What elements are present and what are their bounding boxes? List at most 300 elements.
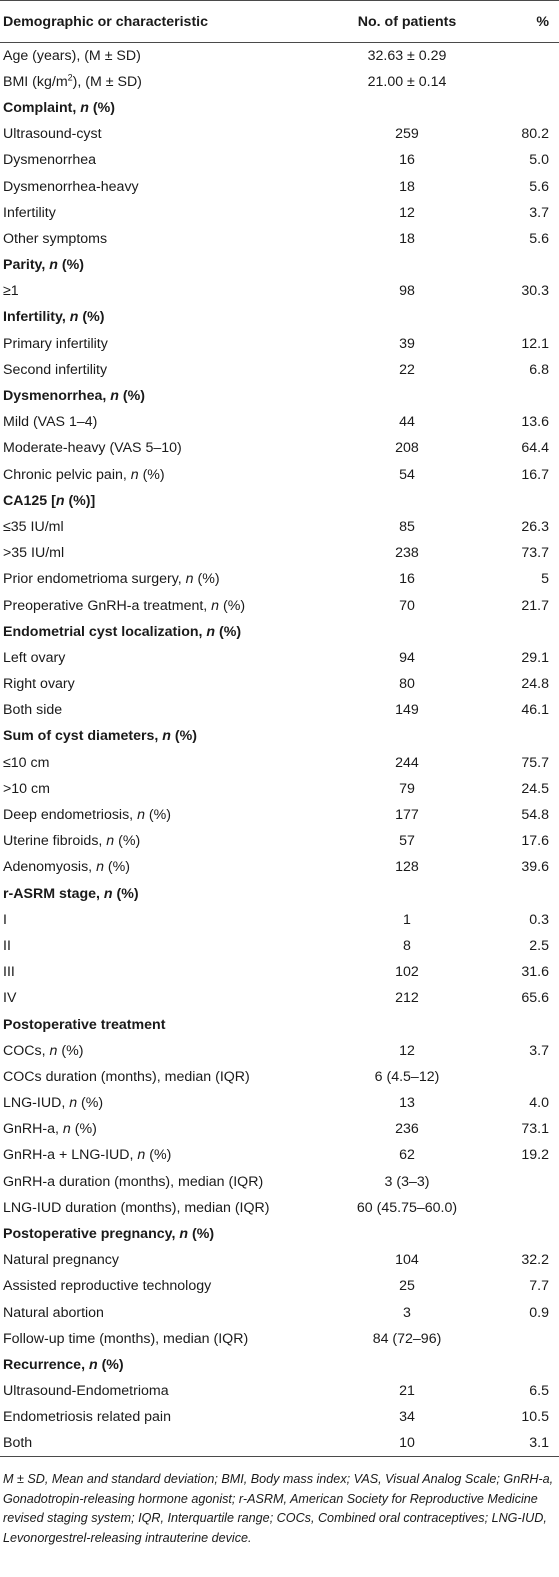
patient-count-cell: 84 (72–96) xyxy=(372,1330,442,1347)
table-row xyxy=(0,1378,559,1404)
percent-cell xyxy=(494,43,559,69)
patient-count-cell: 244 xyxy=(395,754,419,771)
label-italic: n xyxy=(49,257,58,274)
percent-cell xyxy=(494,1221,559,1247)
section-label xyxy=(0,252,320,278)
label-italic: n xyxy=(103,885,113,902)
percent-cell: 65.6 xyxy=(521,990,549,1007)
patient-count-cell: 1 xyxy=(403,911,411,928)
label-text: Natural pregnancy xyxy=(3,1252,119,1269)
label-italic: n xyxy=(179,1226,189,1243)
percent-cell: 32.2 xyxy=(521,1252,549,1269)
label-italic: n xyxy=(137,807,145,824)
percent-cell: 6.5 xyxy=(529,1383,549,1400)
header-no-of-patients: No. of patients xyxy=(320,1,494,43)
row-label xyxy=(0,200,320,226)
label-text: ≥1 xyxy=(3,283,19,300)
percent-cell: 0.9 xyxy=(529,1304,549,1321)
row-label xyxy=(0,907,320,933)
section-label xyxy=(0,95,320,121)
patient-count-cell: 259 xyxy=(395,126,419,143)
table-row xyxy=(0,1038,559,1064)
percent-cell: 4.0 xyxy=(529,1095,549,1112)
table-row xyxy=(0,959,559,985)
row-label xyxy=(0,1326,320,1352)
patient-count-cell: 80 xyxy=(399,676,415,693)
row-label xyxy=(0,69,320,95)
label-text-suffix: (%)] xyxy=(64,492,96,509)
patient-count-cell: 208 xyxy=(395,440,419,457)
patient-count-cell xyxy=(320,619,494,645)
percent-cell: 73.7 xyxy=(521,545,549,562)
table-row xyxy=(0,566,559,592)
label-text: Age (years), (M ± SD) xyxy=(3,47,141,64)
label-italic: n xyxy=(137,1147,146,1164)
label-text: COCs, xyxy=(3,1042,50,1059)
section-label xyxy=(0,1011,320,1037)
label-text: Primary infertility xyxy=(3,335,108,352)
table-row xyxy=(0,173,559,199)
patient-count-cell: 60 (45.75–60.0) xyxy=(356,1199,458,1216)
percent-cell: 19.2 xyxy=(521,1147,549,1164)
label-text-suffix: (%) xyxy=(188,1226,215,1243)
patient-count-cell: 98 xyxy=(399,283,415,300)
percent-cell: 13.6 xyxy=(521,414,549,431)
percent-cell: 7.7 xyxy=(529,1278,549,1295)
patient-count-cell: 22 xyxy=(399,361,415,378)
row-label xyxy=(0,1038,320,1064)
percent-cell: 30.3 xyxy=(521,283,549,300)
label-italic: n xyxy=(69,1095,78,1112)
section-label xyxy=(0,383,320,409)
label-text: Adenomyosis, xyxy=(3,859,97,876)
table-row xyxy=(0,200,559,226)
row-label xyxy=(0,1378,320,1404)
table-row xyxy=(0,1404,559,1430)
percent-cell: 54.8 xyxy=(521,807,549,824)
label-text: Dysmenorrhea-heavy xyxy=(3,178,139,195)
percent-cell: 3.1 xyxy=(494,1430,559,1456)
label-text: Deep endometriosis, xyxy=(3,807,138,824)
label-text-suffix: (%) xyxy=(103,859,130,876)
percent-cell xyxy=(494,881,559,907)
row-label xyxy=(0,776,320,802)
table-row xyxy=(0,776,559,802)
table-row xyxy=(0,1064,559,1090)
label-text: GnRH-a, xyxy=(3,1121,63,1138)
percent-cell xyxy=(494,619,559,645)
label-text: ≤10 cm xyxy=(3,754,50,771)
label-text-suffix: (%) xyxy=(170,728,197,745)
label-italic: n xyxy=(62,1121,71,1138)
label-italic: n xyxy=(69,309,79,326)
percent-cell: 3.7 xyxy=(529,204,549,221)
patient-count-cell: 12 xyxy=(399,1042,415,1059)
label-italic: n xyxy=(96,859,104,876)
table-row xyxy=(0,907,559,933)
table-row xyxy=(0,854,559,880)
row-label xyxy=(0,1404,320,1430)
section-header-row xyxy=(0,252,559,278)
row-label xyxy=(0,1273,320,1299)
patient-count-cell: 3 (3–3) xyxy=(384,1173,430,1190)
percent-cell xyxy=(494,69,559,95)
label-text: IV xyxy=(3,990,17,1007)
row-label xyxy=(0,1064,320,1090)
patient-count-cell: 102 xyxy=(395,964,419,981)
label-text-suffix: (%) xyxy=(219,597,246,614)
label-text: Dysmenorrhea, xyxy=(3,388,111,405)
label-text: Sum of cyst diameters, xyxy=(3,728,163,745)
patient-count-cell: 54 xyxy=(399,466,415,483)
label-text: Infertility, xyxy=(3,309,70,326)
label-text: Both xyxy=(3,1435,33,1452)
section-label xyxy=(0,488,320,514)
patient-count-cell: 8 xyxy=(403,937,411,954)
label-text: Recurrence, xyxy=(3,1356,89,1373)
label-text: Postoperative pregnancy, xyxy=(3,1226,180,1243)
table-row xyxy=(0,1169,559,1195)
label-text: Mild (VAS 1–4) xyxy=(3,414,98,431)
table-row xyxy=(0,592,559,618)
label-text-suffix: (%) xyxy=(57,1042,84,1059)
label-text: Other symptoms xyxy=(3,230,108,247)
patient-count-cell: 25 xyxy=(399,1278,415,1295)
label-italic: n xyxy=(206,623,216,640)
header-percent: % xyxy=(494,1,559,43)
section-label xyxy=(0,304,320,330)
table-row xyxy=(0,1116,559,1142)
percent-cell: 5.6 xyxy=(529,178,549,195)
patient-count-cell: 6 (4.5–12) xyxy=(374,1068,440,1085)
section-label xyxy=(0,1221,320,1247)
label-italic: n xyxy=(106,833,115,850)
percent-cell: 10.5 xyxy=(521,1409,549,1426)
row-label xyxy=(0,750,320,776)
percent-cell xyxy=(494,1011,559,1037)
table-row xyxy=(0,1430,559,1456)
table-row xyxy=(0,697,559,723)
percent-cell xyxy=(494,1352,559,1378)
label-italic: n xyxy=(49,1042,58,1059)
patient-count-cell xyxy=(320,1221,494,1247)
table-row xyxy=(0,1300,559,1326)
label-text-suffix: (%) xyxy=(78,309,105,326)
label-text: Ultrasound-Endometrioma xyxy=(3,1383,169,1400)
patient-count-cell: 94 xyxy=(399,649,415,666)
percent-cell: 46.1 xyxy=(521,702,549,719)
label-italic: n xyxy=(55,492,65,509)
label-text: Second infertility xyxy=(3,361,108,378)
label-text: Both side xyxy=(3,702,63,719)
percent-cell: 3.7 xyxy=(529,1042,549,1059)
label-text-suffix: (%) xyxy=(70,1121,97,1138)
label-superscript: 2 xyxy=(67,72,73,83)
label-text: Assisted reproductive technology xyxy=(3,1278,212,1295)
percent-cell: 64.4 xyxy=(521,440,549,457)
percent-cell xyxy=(494,1169,559,1195)
percent-cell: 31.6 xyxy=(521,964,549,981)
label-text: Left ovary xyxy=(3,649,66,666)
table-row xyxy=(0,1090,559,1116)
label-text: Preoperative GnRH-a treatment, xyxy=(3,597,212,614)
percent-cell xyxy=(494,304,559,330)
percent-cell: 0.3 xyxy=(529,911,549,928)
patient-count-cell: 13 xyxy=(399,1095,415,1112)
label-text: Follow-up time (months), median (IQR) xyxy=(3,1330,249,1347)
label-text: LNG-IUD, xyxy=(3,1095,70,1112)
row-label xyxy=(0,540,320,566)
label-text: Endometrial cyst localization, xyxy=(3,623,207,640)
table-row xyxy=(0,1247,559,1273)
table-row xyxy=(0,1273,559,1299)
patient-count-cell: 32.63 ± 0.29 xyxy=(367,47,447,64)
table-row xyxy=(0,226,559,252)
percent-cell: 5.0 xyxy=(529,152,549,169)
label-text: Infertility xyxy=(3,204,56,221)
table-row xyxy=(0,540,559,566)
table-row xyxy=(0,331,559,357)
label-text: Parity, xyxy=(3,257,50,274)
row-label xyxy=(0,985,320,1011)
table-row xyxy=(0,514,559,540)
label-italic: n xyxy=(211,597,220,614)
label-text-suffix: (%) xyxy=(114,833,141,850)
row-label xyxy=(0,1195,320,1221)
percent-cell: 2.5 xyxy=(529,937,549,954)
label-text: Right ovary xyxy=(3,676,75,693)
label-italic: n xyxy=(185,571,194,588)
section-label xyxy=(0,619,320,645)
patient-count-cell: 16 xyxy=(399,152,415,169)
percent-cell: 73.1 xyxy=(521,1121,549,1138)
table-row xyxy=(0,147,559,173)
patient-count-cell xyxy=(320,723,494,749)
label-text: ≤35 IU/ml xyxy=(3,518,64,535)
patient-count-cell: 238 xyxy=(395,545,419,562)
label-text: Chronic pelvic pain, xyxy=(3,466,131,483)
patient-count-cell: 177 xyxy=(395,807,419,824)
label-text: I xyxy=(3,911,7,928)
section-label xyxy=(0,1352,320,1378)
row-label xyxy=(0,802,320,828)
patient-count-cell: 70 xyxy=(399,597,415,614)
label-text: Endometriosis related pain xyxy=(3,1409,171,1426)
row-label xyxy=(0,1090,320,1116)
table-row xyxy=(0,462,559,488)
percent-cell xyxy=(494,1195,559,1221)
patient-count-cell: 10 xyxy=(320,1430,494,1456)
label-text-suffix: (%) xyxy=(97,1356,124,1373)
percent-cell: 21.7 xyxy=(521,597,549,614)
row-label xyxy=(0,43,320,69)
row-label xyxy=(0,645,320,671)
patient-count-cell: 3 xyxy=(403,1304,411,1321)
label-text: >10 cm xyxy=(3,780,50,797)
row-label xyxy=(0,828,320,854)
row-label xyxy=(0,854,320,880)
patient-count-cell xyxy=(320,252,494,278)
patient-count-cell: 21.00 ± 0.14 xyxy=(367,73,447,90)
patient-count-cell: 34 xyxy=(399,1409,415,1426)
row-label xyxy=(0,566,320,592)
percent-cell: 24.5 xyxy=(521,780,549,797)
patient-count-cell: 79 xyxy=(399,780,415,797)
patient-count-cell: 21 xyxy=(399,1383,415,1400)
label-text-suffix: (%) xyxy=(215,623,242,640)
label-text-suffix: (%) xyxy=(88,99,115,116)
percent-cell xyxy=(494,488,559,514)
percent-cell: 24.8 xyxy=(521,676,549,693)
label-text: CA125 [ xyxy=(3,492,56,509)
percent-cell: 39.6 xyxy=(521,859,549,876)
row-label xyxy=(0,278,320,304)
patient-count-cell: 236 xyxy=(395,1121,419,1138)
row-label xyxy=(0,592,320,618)
label-text-suffix: (%) xyxy=(77,1095,104,1112)
table-row xyxy=(0,750,559,776)
row-label xyxy=(0,697,320,723)
table-row xyxy=(0,43,559,69)
row-label xyxy=(0,121,320,147)
label-text: LNG-IUD duration (months), median (IQR) xyxy=(3,1199,270,1216)
table-row xyxy=(0,671,559,697)
label-text: GnRH-a + LNG-IUD, xyxy=(3,1147,138,1164)
table-row xyxy=(0,1142,559,1168)
row-label xyxy=(0,959,320,985)
header-row xyxy=(0,1,559,43)
row-label xyxy=(0,1142,320,1168)
percent-cell: 80.2 xyxy=(521,126,549,143)
label-text-suffix: ), (M ± SD) xyxy=(72,73,142,90)
row-label xyxy=(0,933,320,959)
row-label xyxy=(0,1247,320,1273)
percent-cell: 5.6 xyxy=(529,230,549,247)
row-label xyxy=(0,1300,320,1326)
patient-count-cell xyxy=(320,1352,494,1378)
table-row xyxy=(0,985,559,1011)
patient-count-cell: 44 xyxy=(399,414,415,431)
table-row xyxy=(0,435,559,461)
table-footnote: M ± SD, Mean and standard deviation; BMI, Body mass index; VAS, Visual Analog Scale; GnRH-a, Gonadotropin-releasing hormone agonist; r-ASRM, American Society for Reproductive Medicine revised staging system; IQR, Interquartile range; COCs, Combined oral contraceptives; LNG-IUD, Levonorgestrel-releasing intrauterine device. xyxy=(3,1472,554,1545)
label-text: Prior endometrioma surgery, xyxy=(3,571,186,588)
patient-count-cell: 39 xyxy=(399,335,415,352)
section-header-row xyxy=(0,488,559,514)
table-row xyxy=(0,121,559,147)
section-header-row xyxy=(0,881,559,907)
patient-count-cell xyxy=(320,881,494,907)
label-text-suffix: (%) xyxy=(118,388,145,405)
section-label xyxy=(0,881,320,907)
row-label xyxy=(0,331,320,357)
label-text-suffix: (%) xyxy=(138,466,165,483)
label-text: GnRH-a duration (months), median (IQR) xyxy=(3,1173,264,1190)
label-text: Moderate-heavy (VAS 5–10) xyxy=(3,440,182,457)
percent-cell xyxy=(494,1326,559,1352)
patient-count-cell xyxy=(320,304,494,330)
patient-count-cell: 18 xyxy=(399,178,415,195)
section-header-row xyxy=(0,1352,559,1378)
percent-cell: 6.8 xyxy=(529,361,549,378)
patient-count-cell xyxy=(320,1011,494,1037)
section-header-row xyxy=(0,304,559,330)
label-italic: n xyxy=(110,388,119,405)
table-row xyxy=(0,645,559,671)
label-italic: n xyxy=(80,99,89,116)
table-row xyxy=(0,278,559,304)
section-header-row xyxy=(0,619,559,645)
label-text: BMI (kg/m xyxy=(3,73,68,90)
row-label xyxy=(0,409,320,435)
table-row xyxy=(0,828,559,854)
table-row xyxy=(0,69,559,95)
label-text-suffix: (%) xyxy=(144,807,171,824)
percent-cell: 75.7 xyxy=(521,754,549,771)
label-italic: n xyxy=(88,1356,98,1373)
label-text: COCs duration (months), median (IQR) xyxy=(3,1068,250,1085)
label-text-suffix: (%) xyxy=(193,571,220,588)
patient-count-cell: 85 xyxy=(399,518,415,535)
percent-cell xyxy=(494,95,559,121)
percent-cell xyxy=(494,383,559,409)
section-header-row xyxy=(0,95,559,121)
percent-cell: 17.6 xyxy=(521,833,549,850)
label-text: Uterine fibroids, xyxy=(3,833,107,850)
percent-cell xyxy=(494,723,559,749)
table-row xyxy=(0,1326,559,1352)
label-text: r-ASRM stage, xyxy=(3,885,104,902)
row-label xyxy=(0,514,320,540)
row-label xyxy=(0,462,320,488)
table-row xyxy=(0,933,559,959)
percent-cell: 5 xyxy=(541,571,549,588)
percent-cell: 12.1 xyxy=(521,335,549,352)
percent-cell: 26.3 xyxy=(521,518,549,535)
patient-count-cell: 12 xyxy=(399,204,415,221)
label-text-suffix: (%) xyxy=(57,257,84,274)
label-text: Ultrasound-cyst xyxy=(3,126,102,143)
section-header-row xyxy=(0,383,559,409)
patient-count-cell: 104 xyxy=(395,1252,419,1269)
label-text-suffix: (%) xyxy=(112,885,139,902)
table-body xyxy=(0,43,559,1457)
label-text-suffix: (%) xyxy=(145,1147,172,1164)
label-text: Natural abortion xyxy=(3,1304,104,1321)
patient-count-cell xyxy=(320,383,494,409)
table-header xyxy=(0,1,559,43)
label-italic: n xyxy=(130,466,139,483)
table-row xyxy=(0,802,559,828)
patient-count-cell: 128 xyxy=(395,859,419,876)
patient-count-cell xyxy=(320,95,494,121)
row-label xyxy=(0,357,320,383)
label-text: II xyxy=(3,937,11,954)
row-label xyxy=(0,226,320,252)
row-label xyxy=(0,1430,320,1456)
patient-count-cell: 16 xyxy=(399,571,415,588)
section-header-row xyxy=(0,1221,559,1247)
section-header-row xyxy=(0,1011,559,1037)
patient-count-cell: 212 xyxy=(395,990,419,1007)
patient-count-cell: 149 xyxy=(395,702,419,719)
section-label xyxy=(0,723,320,749)
row-label xyxy=(0,147,320,173)
percent-cell: 29.1 xyxy=(521,649,549,666)
row-label xyxy=(0,671,320,697)
percent-cell xyxy=(494,252,559,278)
label-text: Complaint, xyxy=(3,99,81,116)
table-row xyxy=(0,357,559,383)
